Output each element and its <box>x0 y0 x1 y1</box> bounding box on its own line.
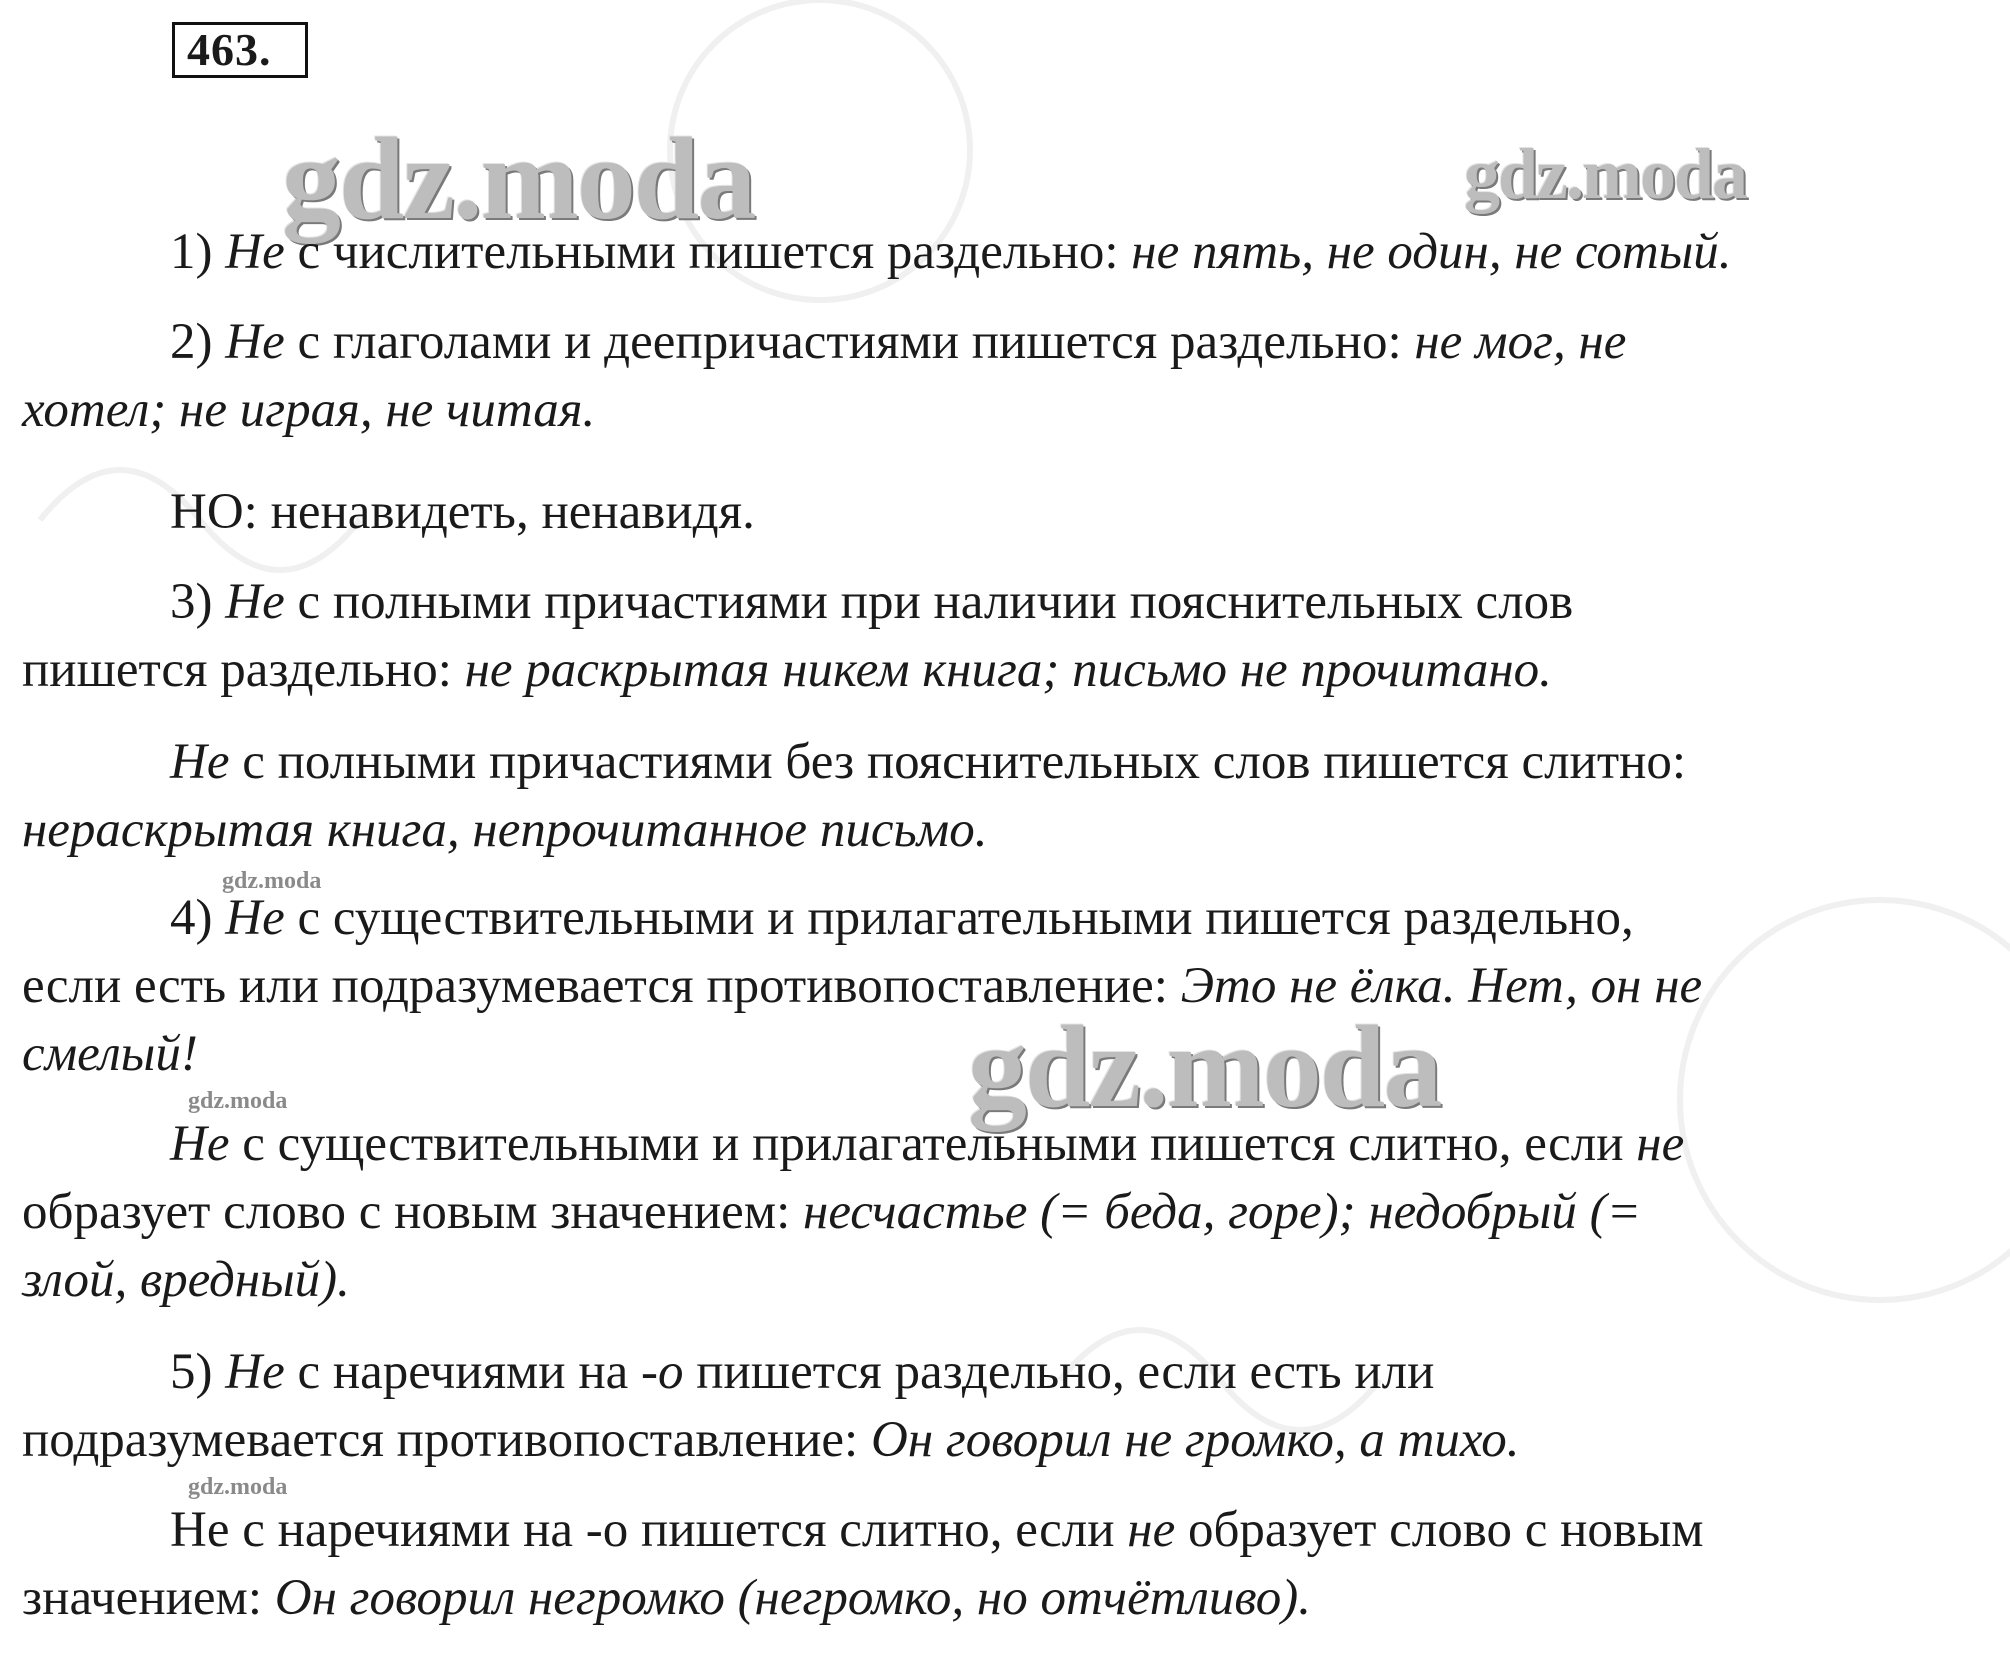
example-text: не раскрытая никем книга; письмо не прочитано. <box>464 642 1552 698</box>
paragraph-3b-line-2: нераскрытая книга, непрочитанное письмо. <box>22 802 988 858</box>
rule-text: с наречиями на <box>284 1344 642 1400</box>
item-number: 5) <box>170 1344 226 1400</box>
paragraph-3b <box>170 732 1686 792</box>
watermark-logo: gdz.moda <box>282 113 755 244</box>
particle-ne: не <box>1636 1116 1685 1172</box>
paragraph-3-line-2 <box>22 640 1552 700</box>
watermark-logo: gdz.moda <box>1464 134 1747 214</box>
paragraph-4b-line-3: злой, вредный). <box>22 1252 350 1308</box>
example-text: Это не ёлка. Нет, он не <box>1180 958 1703 1014</box>
paragraph-3 <box>170 572 1573 632</box>
rule-text: Не с наречиями на -о пишется слитно, если <box>170 1502 1128 1558</box>
paragraph-5-line-2 <box>22 1410 1520 1470</box>
item-number: 4) <box>170 890 226 946</box>
suffix-text: -о <box>641 1344 684 1400</box>
example-text: не мог, не <box>1414 314 1627 370</box>
rule-text: с полными причастиями при наличии пояснительных слов <box>284 574 1574 630</box>
paragraph-4b-line-2 <box>22 1182 1641 1242</box>
particle-ne: Не <box>225 314 285 370</box>
example-text: несчастье (= беда, горе); недобрый (= <box>803 1184 1641 1240</box>
paragraph-4-line-2 <box>22 956 1702 1016</box>
item-number: 1) <box>170 224 226 280</box>
rule-text: с глаголами и деепричастиями пишется раздельно: <box>284 314 1415 370</box>
particle-ne: Не <box>170 734 230 790</box>
watermark-logo: gdz.moda <box>968 1001 1441 1132</box>
item-number: 2) <box>170 314 226 370</box>
paragraph-2 <box>170 312 1626 372</box>
paragraph-1 <box>170 222 1732 282</box>
particle-ne: не <box>1127 1502 1176 1558</box>
rule-text: образует слово с новым <box>1175 1502 1704 1558</box>
watermark-small: gdz.moda <box>188 1474 288 1500</box>
rule-text: с существительными и прилагательными пишется слитно, если <box>229 1116 1637 1172</box>
rule-text: значением: <box>22 1570 275 1626</box>
paragraph-5b <box>170 1500 1704 1560</box>
particle-ne: Не <box>225 1344 285 1400</box>
particle-ne: Не <box>225 224 285 280</box>
watermark-small: gdz.moda <box>222 868 322 894</box>
paragraph-5 <box>170 1342 1434 1402</box>
rule-text: с полными причастиями без пояснительных слов пишется слитно: <box>229 734 1687 790</box>
rule-text: пишется раздельно: <box>22 642 465 698</box>
rule-text: если есть или подразумевается противопоставление: <box>22 958 1181 1014</box>
rule-text: пишется раздельно, если есть или <box>683 1344 1435 1400</box>
watermark-small: gdz.moda <box>188 1088 288 1114</box>
paragraph-4b <box>170 1114 1684 1174</box>
particle-ne: Не <box>170 1116 230 1172</box>
example-text: не пять, не один, не сотый. <box>1131 224 1732 280</box>
particle-ne: Не <box>225 574 285 630</box>
example-text: Он говорил не громко, а тихо. <box>870 1412 1520 1468</box>
paragraph-5b-line-2 <box>22 1568 1311 1628</box>
rule-text: подразумевается противопоставление: <box>22 1412 871 1468</box>
exception-text: НО: ненавидеть, ненавидя. <box>170 484 755 540</box>
example-text: Он говорил негромко (негромко, но отчётливо). <box>274 1570 1312 1626</box>
rule-text: с числительными пишется раздельно: <box>284 224 1132 280</box>
paragraph-4-line-3: смелый! <box>22 1026 198 1082</box>
particle-ne: Не <box>225 890 285 946</box>
paragraph-4 <box>170 888 1634 948</box>
paragraph-2-line-2: хотел; не играя, не читая. <box>22 382 596 438</box>
rule-text: с существительными и прилагательными пишется раздельно, <box>284 890 1634 946</box>
exercise-number: 463. <box>172 22 308 78</box>
item-number: 3) <box>170 574 226 630</box>
rule-text: образует слово с новым значением: <box>22 1184 804 1240</box>
